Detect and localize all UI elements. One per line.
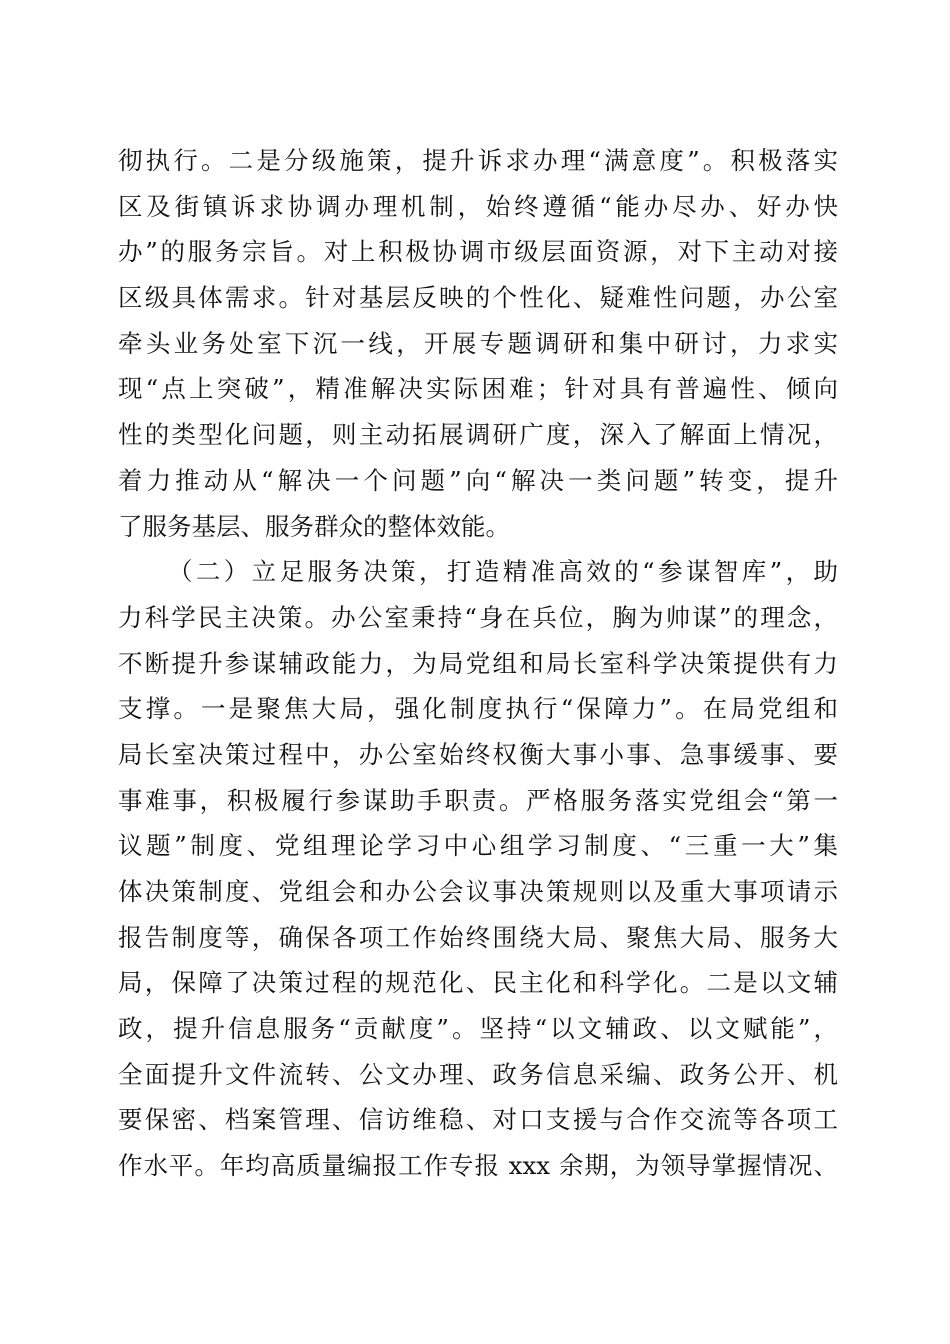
text-line-22: 要保密、档案管理、信访维稳、对口支援与合作交流等各项工 — [118, 1105, 838, 1135]
text-line-3: 办”的服务宗旨。对上积极协调市级层面资源，对下主动对接 — [118, 237, 838, 267]
text-line-7: 性的类型化问题，则主动拓展调研广度，深入了解面上情况， — [118, 420, 838, 450]
text-line-13: 支撑。一是聚焦大局，强化制度执行“保障力”。在局党组和 — [118, 694, 838, 724]
text-line-21: 全面提升文件流转、公文办理、政务信息采编、政务公开、机 — [118, 1059, 838, 1089]
text-line-14: 局长室决策过程中，办公室始终权衡大事小事、急事缓事、要 — [118, 739, 838, 769]
text-line-9: 了服务基层、服务群众的整体效能。 — [118, 511, 510, 541]
text-line-19: 局，保障了决策过程的规范化、民主化和科学化。二是以文辅 — [118, 968, 838, 998]
body-text — [118, 138, 838, 1189]
text-line-15: 事难事，积极履行参谋助手职责。严格服务落实党组会“第一 — [118, 785, 838, 815]
text-line-8: 着力推动从“解决一个问题”向“解决一类问题”转变，提升 — [118, 465, 838, 495]
text-line-12: 不断提升参谋辅政能力，为局党组和局长室科学决策提供有力 — [118, 648, 838, 678]
text-line-4: 区级具体需求。针对基层反映的个性化、疑难性问题，办公室 — [118, 283, 838, 313]
text-line-1: 彻执行。二是分级施策，提升诉求办理“满意度”。积极落实 — [118, 146, 838, 175]
text-line-17: 体决策制度、党组会和办公会议事决策规则以及重大事项请示 — [118, 877, 838, 906]
text-line-6: 现“点上突破”，精准解决实际困难；针对具有普遍性、倾向 — [118, 374, 838, 404]
text-line-23: 作水平。年均高质量编报工作专报 xxx 余期，为领导掌握情况、 — [118, 1151, 838, 1181]
section-heading-line: （二）立足服务决策，打造精准高效的“参谋智库”，助 — [168, 557, 838, 587]
text-line-11: 力科学民主决策。办公室秉持“身在兵位，胸为帅谋”的理念， — [118, 602, 838, 632]
text-line-16: 议题”制度、党组理论学习中心组学习制度、“三重一大”集 — [118, 831, 838, 861]
text-line-20: 政，提升信息服务“贡献度”。坚持“以文辅政、以文赋能”， — [118, 1014, 838, 1044]
text-line-18: 报告制度等，确保各项工作始终围绕大局、聚焦大局、服务大 — [118, 922, 838, 952]
text-line-5: 牵头业务处室下沉一线，开展专题调研和集中研讨，力求实 — [118, 328, 838, 358]
text-line-2: 区及街镇诉求协调办理机制，始终遵循“能办尽办、好办快 — [118, 191, 838, 221]
